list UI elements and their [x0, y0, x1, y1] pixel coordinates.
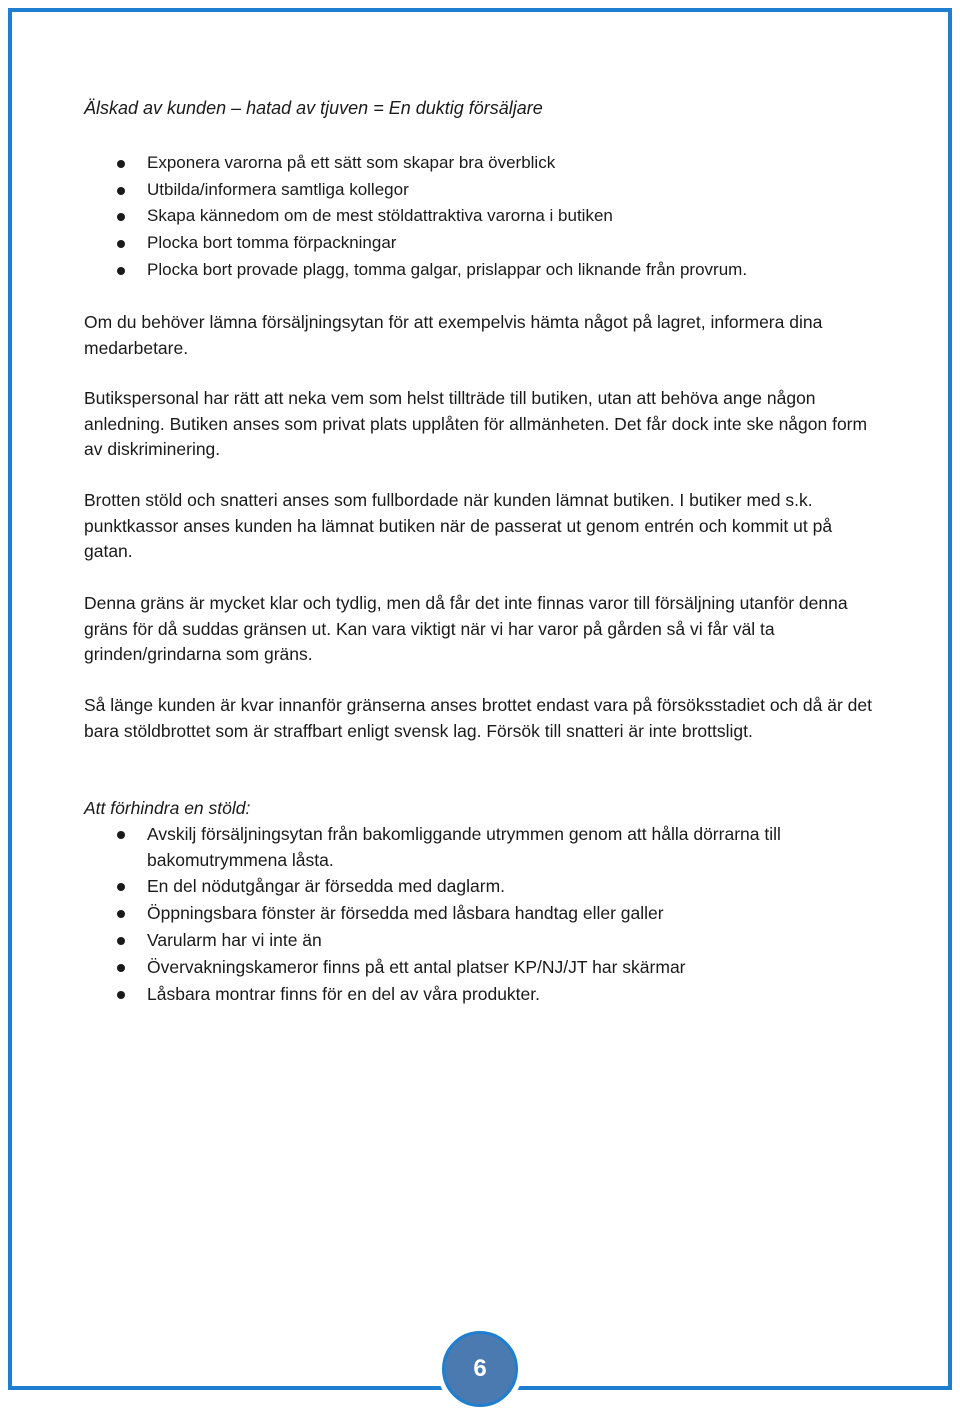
list-item: Utbilda/informera samtliga kollegor [84, 177, 747, 204]
paragraph: Så länge kunden är kvar innanför gränserna anses brottet endast vara på försöksstadiet och då är det bara stöldbrottet som är straffbart enligt svensk lag. Försök till snatteri är inte brottsligt. [84, 695, 872, 741]
paragraph: Butikspersonal har rätt att neka vem som helst tillträde till butiken, utan att behöva ange någon anledning. Butiken anses som privat plats upplåten för allmänheten. Det får dock inte ske någon form av diskriminering. [84, 388, 868, 460]
list-item: Avskilj försäljningsytan från bakomliggande utrymmen genom att hålla dörrarna till bakomutrymmena låsta. [84, 822, 874, 873]
list-item: Varularm har vi inte än [84, 928, 874, 954]
list-item: Låsbara montrar finns för en del av våra produkter. [84, 982, 874, 1008]
paragraph: Brotten stöld och snatteri anses som fullbordade när kunden lämnat butiken. I butiker med s.k. punktkassor anses kunden ha lämnat butiken när de passerat ut genom entrén och kommit ut på gatan. [84, 490, 833, 562]
list-item: Övervakningskameror finns på ett antal platser KP/NJ/JT har skärmar [84, 955, 874, 981]
sub-heading: Att förhindra en stöld: [84, 798, 251, 818]
tips-list [84, 150, 747, 284]
prevention-list [84, 822, 874, 1009]
paragraph: Denna gräns är mycket klar och tydlig, men då får det inte finnas varor till försäljning utanför denna gräns för då suddas gränsen ut. Kan vara viktigt när vi har varor på gården så vi får väl ta grinden/grindarna som gräns. [84, 593, 848, 665]
list-item: Skapa kännedom om de mest stöldattraktiva varorna i butiken [84, 203, 747, 230]
list-item: Plocka bort provade plagg, tomma galgar, prislappar och liknande från provrum. [84, 257, 747, 284]
page-number-badge [437, 1326, 523, 1412]
page-number: 6 [445, 1334, 515, 1404]
section-heading: Älskad av kunden – hatad av tjuven = En duktig försäljare [84, 98, 543, 118]
list-item: Öppningsbara fönster är försedda med låsbara handtag eller galler [84, 901, 874, 927]
paragraph: Om du behöver lämna försäljningsytan för att exempelvis hämta något på lagret, informera dina medarbetare. [84, 312, 823, 358]
list-item: En del nödutgångar är försedda med daglarm. [84, 874, 874, 900]
list-item: Exponera varorna på ett sätt som skapar bra överblick [84, 150, 747, 177]
list-item: Plocka bort tomma förpackningar [84, 230, 747, 257]
